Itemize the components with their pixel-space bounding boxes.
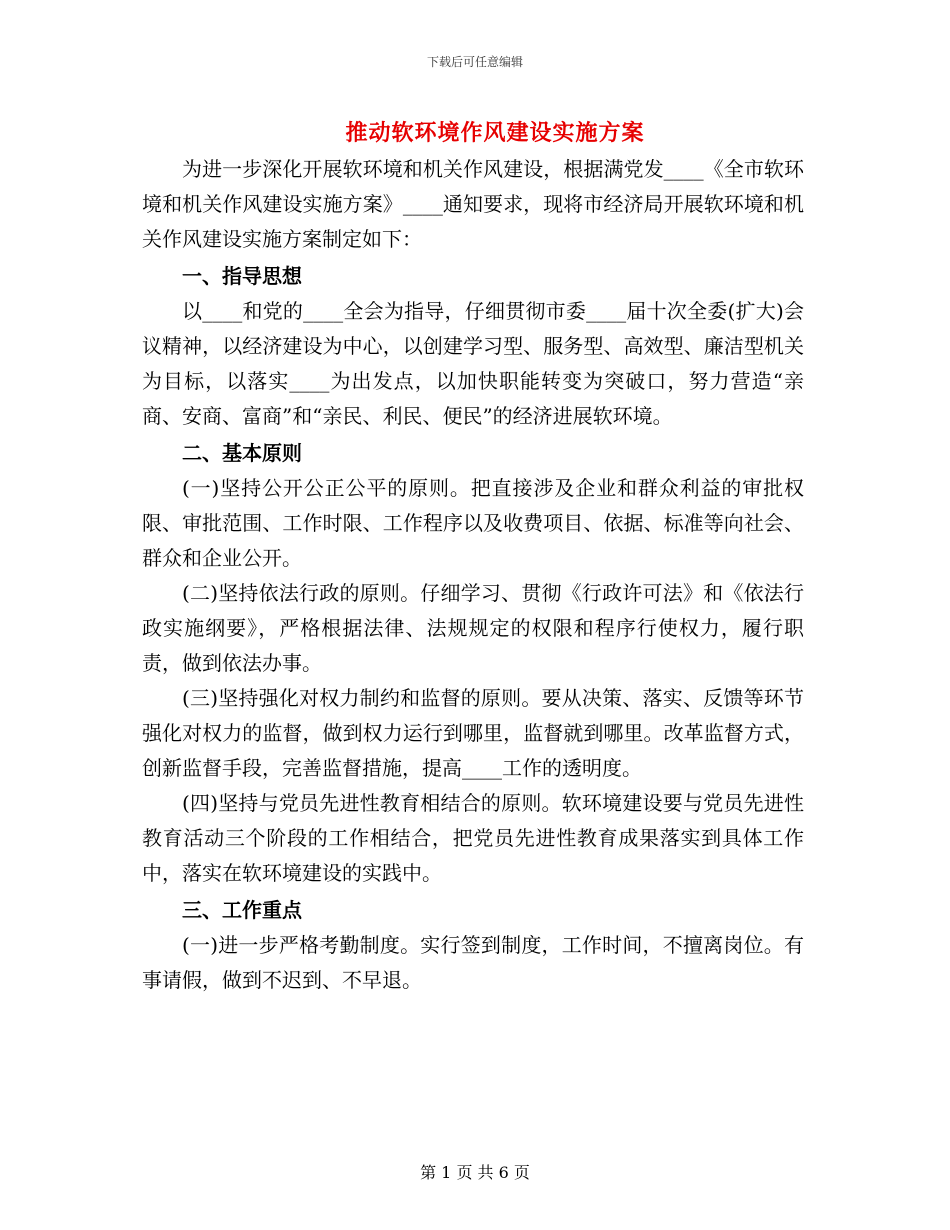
document-body bbox=[142, 152, 804, 998]
paragraph-principle-1: (一)坚持公开公正公平的原则。把直接涉及企业和群众利益的审批权限、审批范围、工作时限、工作程序以及收费项目、依据、标准等向社会、群众和企业公开。 bbox=[142, 476, 804, 570]
paragraph-guiding-ideology: 以____和党的____全会为指导，仔细贯彻市委____届十次全委(扩大)会议精神，以经济建设为中心，以创建学习型、服务型、高效型、廉洁型机关为目标，以落实____为出发点，以加快职能转变为突破口，努力营造“亲商、安商、富商”和“亲民、利民、便民”的经济进展软环境。 bbox=[142, 299, 804, 428]
section-heading-work-focus: 三、工作重点 bbox=[182, 898, 302, 922]
section-heading-basic-principles: 二、基本原则 bbox=[182, 441, 302, 465]
document-title: 推动软环境作风建设实施方案 bbox=[345, 120, 645, 146]
paragraph-work-focus-1: (一)进一步严格考勤制度。实行签到制度，工作时间，不擅离岗位。有事请假，做到不迟到、不早退。 bbox=[142, 933, 804, 992]
intro-paragraph: 为进一步深化开展软环境和机关作风建设，根据满党发____《全市软环境和机关作风建设实施方案》____通知要求，现将市经济局开展软环境和机关作风建设实施方案制定如下： bbox=[142, 157, 804, 251]
page-number: 第 1 页 共 6 页 bbox=[420, 1163, 530, 1182]
header-note: 下载后可任意编辑 bbox=[426, 55, 523, 69]
paragraph-principle-2: (二)坚持依法行政的原则。仔细学习、贯彻《行政许可法》和《依法行政实施纲要》，严格根据法律、法规规定的权限和程序行使权力，履行职责，做到依法办事。 bbox=[142, 581, 804, 675]
paragraph-principle-4: (四)坚持与党员先进性教育相结合的原则。软环境建设要与党员先进性教育活动三个阶段的工作相结合，把党员先进性教育成果落实到具体工作中，落实在软环境建设的实践中。 bbox=[142, 791, 804, 885]
paragraph-principle-3: (三)坚持强化对权力制约和监督的原则。要从决策、落实、反馈等环节强化对权力的监督，做到权力运行到哪里，监督就到哪里。改革监督方式，创新监督手段，完善监督措施，提高____工作的透明度。 bbox=[142, 686, 804, 780]
section-heading-guiding-ideology: 一、指导思想 bbox=[182, 264, 302, 288]
